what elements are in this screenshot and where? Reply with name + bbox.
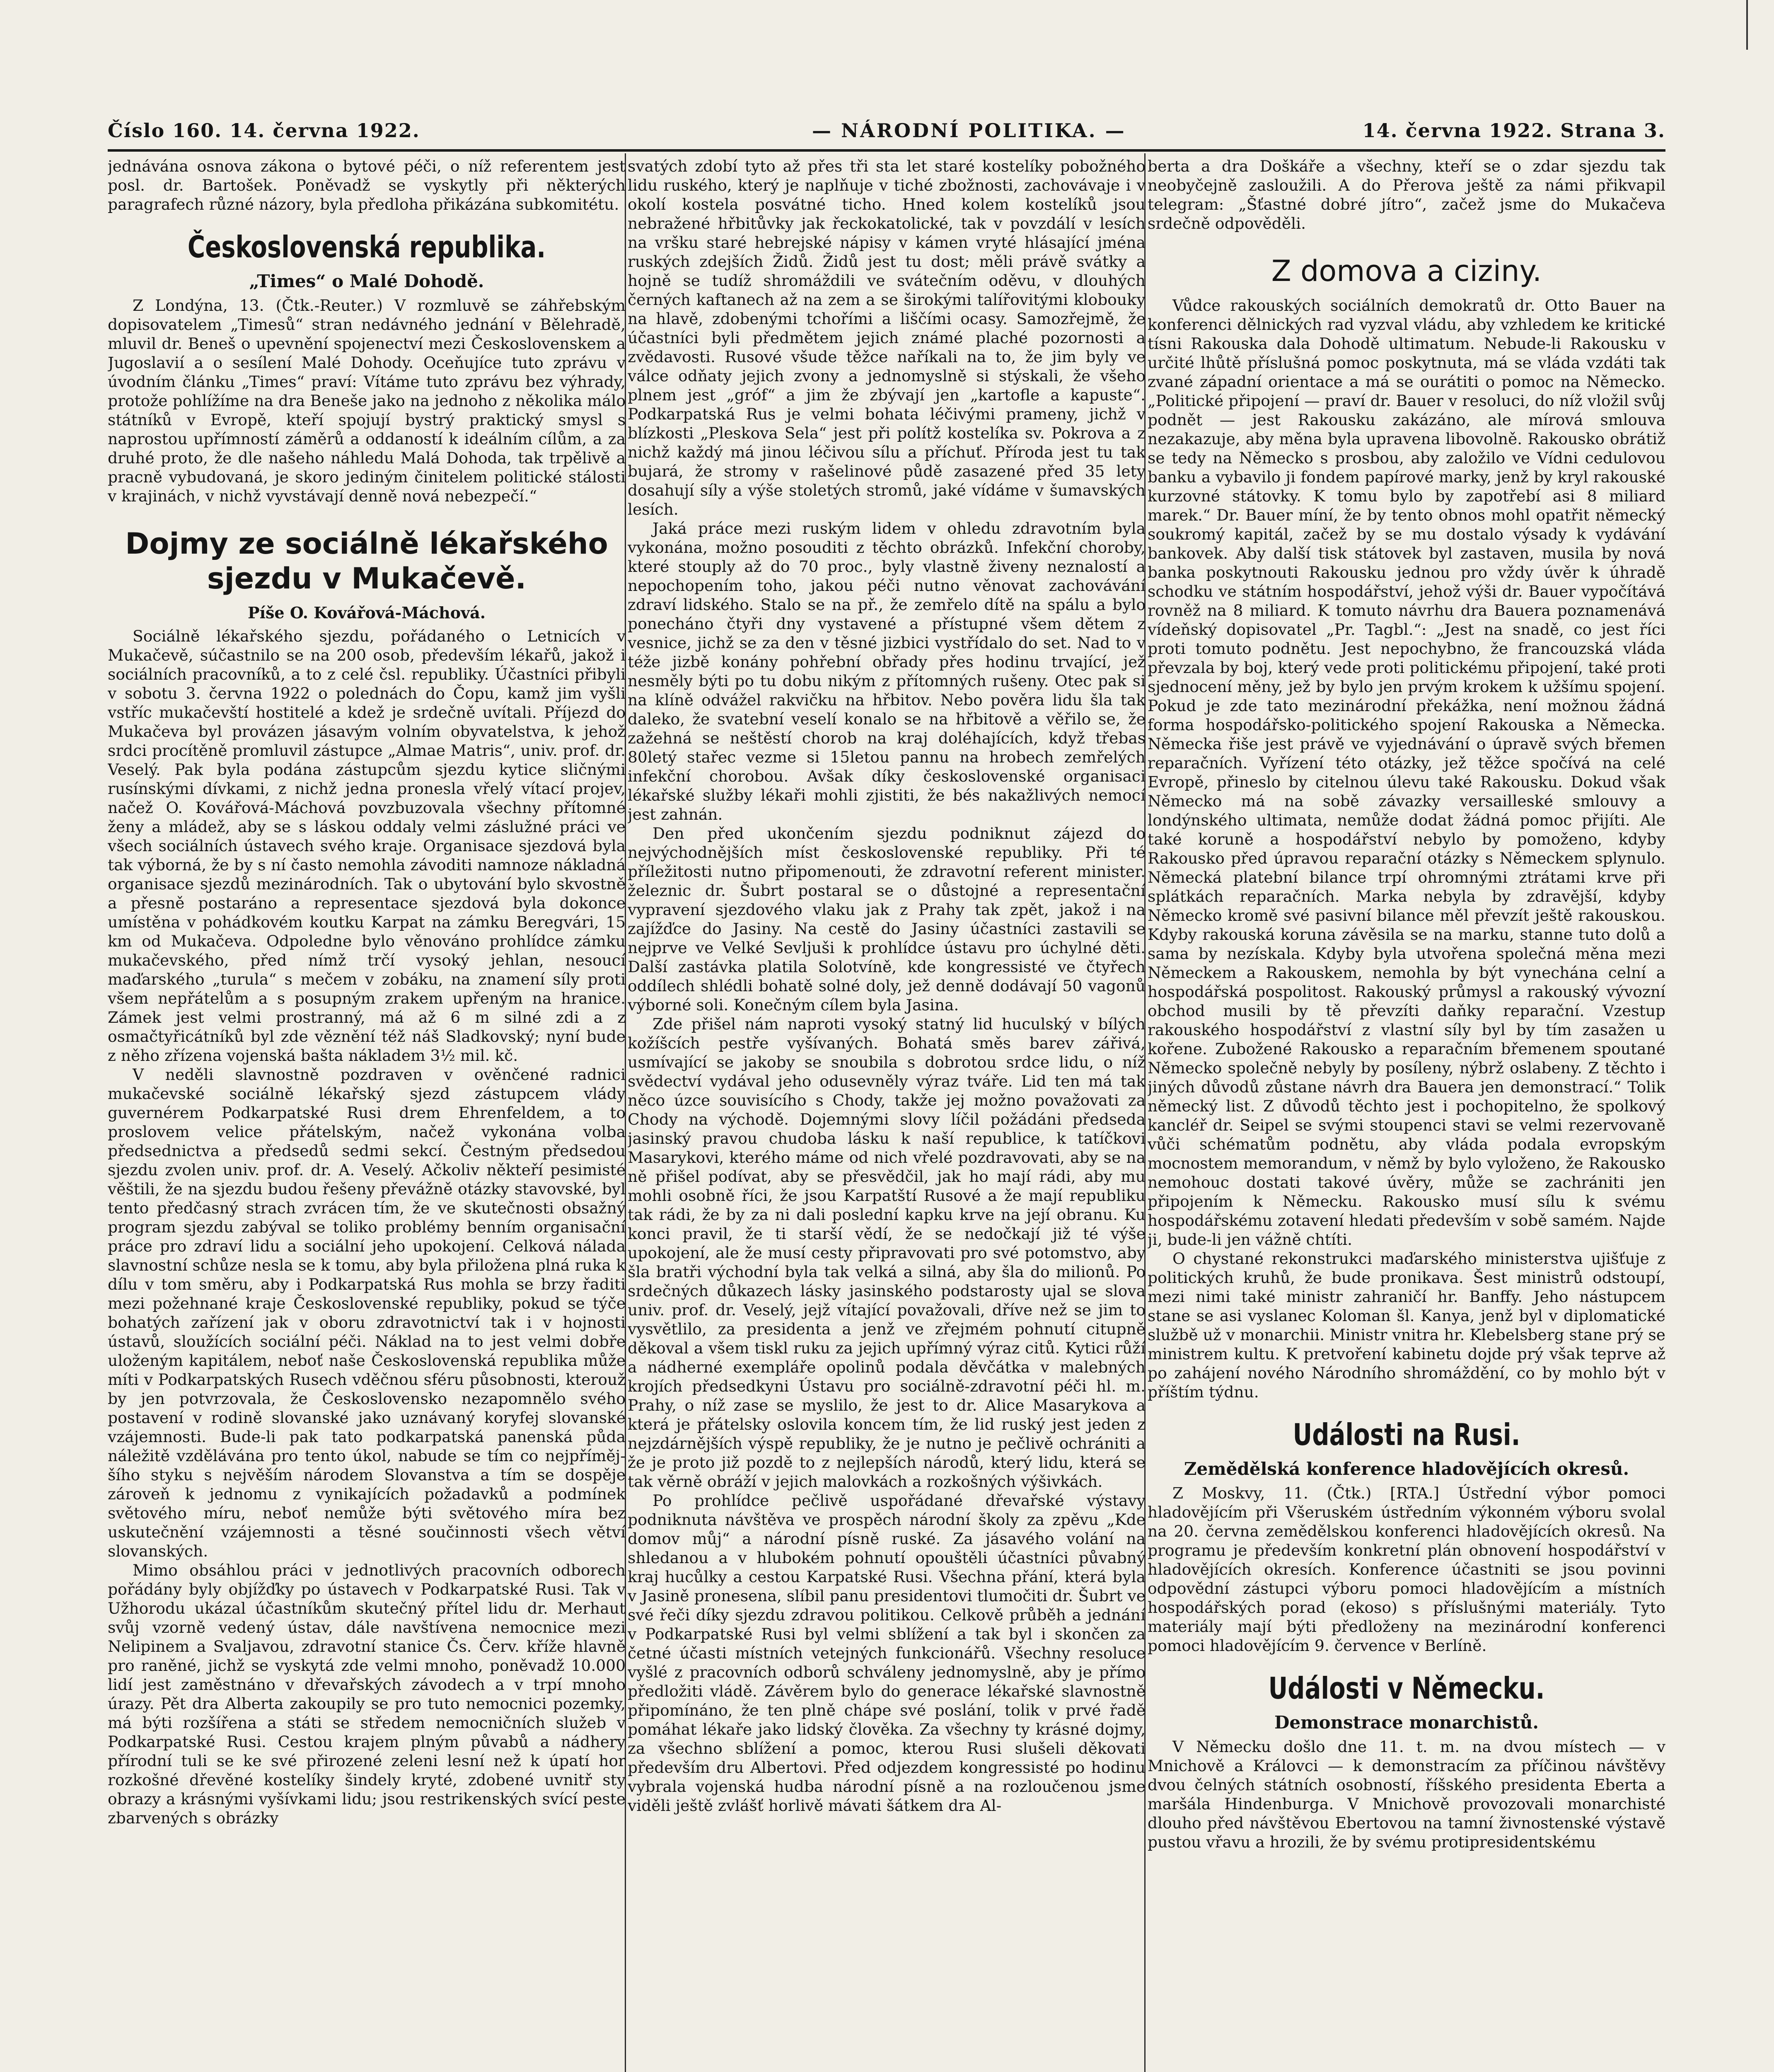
article-paragraph: Vůdce rakouských sociálních demokratů dr. Otto Bauer na konferenci dělnických rad vyzval vládu, aby vzhledem ke kritické tísni Rakouska dala Dohodě ultimatum. Nebude-li Rakousku v určité lhůtě příslušná pomoc poskytnuta, má se vláda vzdáti tak zvané západní orientace a má se ourátiti o pomoc na Německo. „Politické připojení — praví dr. Bauer v resoluci, do níž vložil svůj podnět — jest Rakousku zakázáno, ale mírová smlouva nezakazuje, aby měna byla upravena libovolně. Rakousko obrátiž se tedy na Německo s prosbou, aby založilo ve Vídni cedulovou banku a vybavilo ji fondem papírové marky, jenž by kryl rakouské kurzovné státovky. K tomu bylo by zapotřebí asi 8 miliard marek.“ Dr. Bauer míní, že by tento obnos mohl opatřit německý soukromý kapitál, začež by se mu dostalo výsady k vydávání bankovek. Aby další tisk státovek byl zastaven, musila by nová banka poskytnouti Rakousku jednou pro vždy úvěr k úhradě schodku ve státním hospodářství, jehož výši dr. Bauer vypočítává rovněž na 8 miliard. K tomuto návrhu dra Bauera poznamenává vídeňský dopisovatel „Pr. Tagbl.“: „Jest na snadě, co jest říci proti tomuto podnětu. Jest nepochybno, že francouzská vláda převzala by boj, který vede proti politickému připojení, také proti sjednocení měny, jež by bylo jen prvým krokem k užšímu spojení. Pokud je zde tato mezinárodní překážka, není možnou žádná forma hospodářsko-politického spojení Rakouska a Německa. Německa řiše jest právě ve vyjednávání o úpravě svých břemen reparačních. Vyřízení této otázky, jež těžce spočívá na celé Evropě, přineslo by citelnou úlevu také Rakousku. Dokud však Německo má na sobě závazky versailleské smlouvy a londýnského ultimata, nemůže dodat žádná pomoc přijíti. Ale také koruně a hospodářství nebylo by pomoženo, kdyby Rakousko před úpravou reparační otázky s Německem splynulo. Německá platební bilance trpí ohromnými ztrátami krve při splátkách reparačních. Marka nebyla by zdravější, kdyby Německo kromě své pasivní bilance měl převzít ještě rakouskou. Kdyby rakouská koruna závěsila se na marku, stanne tuto dolů a sama by nezískala. Kdyby byla utvořena společná měna mezi Německem a Rakouskem, nemohla by být vynechána celní a hospodářská pospolitost. Rakouský průmysl a rakouský vývozní obchod musili by tě převzíti daňky reparační. Vzestup rakouského hospodářství z vlastní síly byl by tím zasažen u kořene. Zubožené Rakousko a reparačním břemenem spoutané Německo společně nebyly by posíleny, nýbrž oslabeny. Z těchto i jiných důvodů zůstane návrh dra Bauera jen demonstrací.“ Tolik německý list. Z důvodů těchto jest i pochopitelno, že spolkový kancléř dr. Seipel se svými stoupenci stavi se velmi rezervovaně vůči schématům podnětu, aby vláda podala evropským mocnostem memorandum, v němž by bylo vyloženo, že Rakousko nemohouc dostati takové úvěry, může se zachrániti jen připojením k Německu. Rakousko musí sílu k svému hospodářskému zotavení hledati především v sobě samém. Najde ji, bude-li jen vážně chtíti. <box>1148 296 1665 1249</box>
header-rule <box>108 149 1665 152</box>
article-subheading: Zemědělská konference hladovějících okresů. <box>1184 1459 1629 1479</box>
header-masthead: — NÁRODNÍ POLITIKA. — <box>812 119 1126 142</box>
section-heading: Z domova a ciziny. <box>1271 254 1542 288</box>
intro-paragraph: jednávána osnova zákona o bytové péči, o níž referentem jest posl. dr. Bartošek. Poněvadž se vyskytly při některých paragrafech různé názory, byla předloha přikázána subkomitétu. <box>108 157 626 213</box>
article-paragraph: berta a dra Doškáře a všechny, kteří se o zdar sjezdu tak neobyčejně zasloužili. A do Přerova ještě za námi přikvapil telegram: „Šťastné dobré jítro“, začež jsme do Mukačeva srdečně odpověděli. <box>1148 157 1665 232</box>
article-subheading: Demonstrace monarchistů. <box>1274 1712 1539 1733</box>
column-1 <box>108 157 626 2072</box>
article-byline: Píše O. Kovářová-Máchová. <box>248 603 486 622</box>
article-paragraph: Zde přišel nám naproti vysoký statný lid huculský v bílých kožíšcích pestře vyšívaných. Bohatá směs barev zářivá, usmívající se jakoby se snoubila s dobrotou srdce lidu, o níž svědectví vydával jeho odusevněly výraz tváře. Lid ten má tak něco úzce souvisícího s Chody, takže jej možno považovati za Chody na východě. Dojemnými slovy líčil požádáni předseda jasinský pravou chudoba lásku k naší republice, k tatíčkovi Masarykovi, kterého máme od nich vřelé pozdravovati, aby se na ně přišel podívat, aby se přesvědčil, jak ho mají rádi, aby mu mohli osobně říci, že jsou Karpatští Rusové a že mají republiku tak rádi, že by za ni dali poslední kapku krve na její obranu. Ku konci pravil, že ti starší vědí, že se nedočkají již té výše upokojení, ale že musí cesty připravovati pro své potomstvo, aby šla bratři východní byla tak velká a silná, aby šla do milionů. Po srdečných důkazech lásky jasinského podstarosty ujal se slova univ. prof. dr. Veselý, jejž vítající považovali, dříve než se jim to vysvětlilo, za presidenta a jenž ve zřejmém pohnutí citupně děkoval a všem tiskl ruku za jejich upřímný výraz citů. Kytici růží a nádherné exempláře opolinů podala děvčátka v malebných krojích předsedkyni Ústavu pro sociálně-zdravotní péči hl. m. Prahy, o níž zase se myslilo, že jest to dr. Alice Masarykova a která je přátelsky oslovila koncem tím, že lid ruský jest jeden z nejzdárnějších výspě republiky, že je nutno je pečlivě ochrániti a že je proto již pozdě to z nejlepších národů, který lidu, která se tak věrně obráží v jejich malovkách a rozkošných výšivkách. <box>628 1015 1146 1491</box>
article-paragraph: Z Moskvy, 11. (Čtk.) [RTA.] Ústřední výbor pomoci hladovějícím při Všeruském ústředním výkonném výboru svolal na 20. června zemědělskou konferenci hladovějících okresů. Na programu je především konkretní plán obnovení hospodářství v hladovějících okresích. Konference účastniti se jsou povinni odpovědní zástupci výboru pomoci hladovějícím a místních hospodářských porad (ekoso) s příslušnými materiály. Tyto materiály mají býti předloženy na mezinárodní konferenci pomoci hladovějícím 9. července v Berlíně. <box>1148 1484 1665 1655</box>
article-paragraph: Z Londýna, 13. (Čtk.-Reuter.) V rozmluvě se záhřebským dopisovatelem „Timesů“ stran nedávného jednání v Bělehradě, mluvil dr. Beneš o upevnění spojenectví mezi Československem a Jugoslavií a o sesílení Malé Dohody. Oceňujíce tuto zprávu v úvodním článku „Times“ praví: Vítáme tuto zprávu bez výhrady, protože pohlížíme na dra Beneše jako na jednoho z několika málo státníků v Evropě, kteří spojují bystrý praktický smysl s naprostou upřímností záměrů a oddaností k ideálním cílům, a za druhé proto, že dle našeho náhledu Malá Dohoda, tak trpělivě a pracně vybudovaná, je skoro jediným činitelem politické stálosti v krajinách, v nichž vyvstávají denně nová nebezpečí.“ <box>108 296 626 505</box>
column-3 <box>1148 157 1665 2072</box>
article-subheading: „Times“ o Malé Dohodě. <box>249 271 484 291</box>
header-issue: Číslo 160. 14. června 1922. <box>108 119 420 142</box>
article-paragraph: Sociálně lékařského sjezdu, pořádaného o Letnicích v Mukačevě, súčastnilo se na 200 osob, především lékařů, jakož i sociálních pracovníků, a to z celé čsl. republiky. Účastníci přibyli v sobotu 3. června 1922 o polednách do Čopu, kamž jim vyšli vstříc mukačevští hostitelé a kdež je srdečně uvítali. Příjezd do Mukačeva byl provázen jásavým volním obyvatelstva, k jehož srdci procítěně promluvil zástupce „Almae Matris“, univ. prof. dr. Veselý. Pak byla podána zástupcům sjezdu kytice sličnými rusínskými dívkami, z nichž jedna pronesla vřelý vítací projev, načež O. Kovářová-Máchová povzbuzovala všechny přítomné ženy a mládež, aby se s láskou oddaly velmi záslužné práci ve všech sociálních ústavech svého kraje. Organisace sjezdová byla tak výborná, že by s ní často nemohla závoditi namnoze nákladná organisace sjezdů mezinárodních. Tak o ubytování bylo skvostně a přesně postaráno a representace sjezdová byla dokonce umístěna v pohádkovém koutku Karpat na zámku Beregvári, 15 km od Mukačeva. Odpoledne bylo věnováno prohlídce zámku mukačevského, před nímž trčí vysoký jehlan, nesoucí maďarského „turula“ s mečem v zobáku, na znamení síly proti všem nepřátelům a s posupným zrakem upřeným na hranice. Zámek jest velmi prostranný, má až 6 m silné zdi a z osmačtyřicátníků byl zde věznění též náš Sladkovský; nyní bude z něho zřízena vojenská bašta nákladem 3½ mil. kč. <box>108 627 626 1065</box>
section-heading: Události na Rusi. <box>1293 1417 1520 1452</box>
column-2 <box>628 157 1146 2072</box>
section-heading: Československá republika. <box>187 230 546 264</box>
article-paragraph: svatých zdobí tyto až přes tři sta let staré kostelíky pobožného lidu ruského, který je naplňuje v tiché zbožnosti, zachovávaje i v okolí kostela posvátné ticho. Hned kolem kostelíků jsou nebražené hřbitůvky jak řeckokatolické, tak v povzdálí v lesích na vršku staré hebrejské nápisy v kámen vryté hlásající jména ruských zdejších Židů. Židů jest tu dost; měli právě svátky a hojně se tudíž shromáždili ve svátečním oděvu, v dlouhých černých kaftanech až na zem a se širokými talířovitými kloboukу na hlavě, zdobenými tchořími a liščími ocasy. Samozřejmě, že účastníci byli předmětem jejich známé plaché pozornosti a zvědavosti. Rusové všude těžce naříkali na to, že jim byly ve válce odňaty jejich zvony a jednomyslně si stýskali, že všeho plnem jest „gróf“ a jim že zbývají jen „kartofle a kapuste“. Podkarpatská Rus je velmi bohata léčivými prameny, jichž v blízkosti „Pleskova Sela“ jest při polítž kostelíka sv. Pokrova a z nichž každý má jinou léčivou sílu a příchuť. Příroda jest tu tak bujará, že stromy v rašelinové půdě zasazené před 35 lety dosahují síly a výše stoletých stromů, jaké vídáme v šumavských lesích. <box>628 157 1146 518</box>
article-paragraph: Jaká práce mezi ruským lidem v ohledu zdravotním byla vykonána, možno posouditi z těchto obrázků. Infekční choroby, které stouply až do 70 proc., byly vlastně živeny neznalostí a nepochopením toho, jakou péči nutno věnovat zachovávání zdraví lidského. Stalo se na př., že zemřelo dítě na spálu a bylo ponecháno čtyři dny vystavené a přístupné všem dětem z vesnice, jichž se za den v těsné jizbici vystřídalo do set. Nad to v téže jizbě konány pohřební obřady přes hodinu trvající, jež nesměly býti po tu dobu nikým z přítomných rušeny. Otec pak si na klíně odvážel rakvičku na hřbitov. Nebo pověra lidu šla tak daleko, že svatební veselí konalo se na hřbitově a věřilo se, že zažehná se neštěstí chorob na kraj doléhajících, když třebas 80letý stařec vezme si 15letou pannu na hrobech zemřelých infekční chorobou. Avšak díky československé organisaci lékařské služby lékaři mohli zjistiti, že bés nakažlivých nemocí jest zahnán. <box>628 519 1146 823</box>
article-paragraph: V neděli slavnostně pozdraven v ověnčené radnici mukačevské sociálně lékařský sjezd zástupcem vlády guvernérem Podkarpatské Rusi drem Ehrenfeldem, a to proslovem velice přátelským, načež vykonána volba předsednictva a předsedů sedmi sekcí. Čestným předsedou sjezdu zvolen univ. prof. dr. A. Veselý. Ačkoliv někteří pesimisté věštili, že na sjezdu budou řešeny převážně otázky stavovské, byl tento předčasný strach zvrácen tím, že ve skutečnosti obsažný program sjezdu zabýval se toliko problémy benním organisační práce pro zdraví lidu a sociální jeho upokojení. Celková nálada slavnostní schůze nesla se k tomu, aby byla přiložena plná ruka k dílu v tom směru, aby i Podkarpatská Rus mohla se brzy řaditi mezi požehnané kraje Československé republiky, pokud se týče bohatých zařízení jak v oboru zdravotnictví tak i v hojnosti ústavů, sloužících sociální péči. Náklad na to jest velmi dobře uloženým kapitálem, neboť naše Československá republika může míti v Podkarpatských Rusech vděčnou sféru působnosti, kterouž by jen potvrzovala, že Československo nezapomnělo svého postavení v rodině slovanské jako uznávaný koryfej slovanské vzájemnosti. Bude-li pak tato podkarpatská panenská půda náležitě vzdělávána pro tento úkol, nabude se tím co nejpřímějšího styku s nejvěším národem Slovanstva a tím se dospěje zároveň k jednomu z vynikajících požadavků a podmínek světového míru, neboť nemůže býti světového míra bez uskutečnění vzájemnosti a těsné součinnosti všech větví slovanských. <box>108 1065 626 1560</box>
page-header <box>108 119 1665 148</box>
article-paragraph: Den před ukončením sjezdu podniknut zájezd do nejvýchodnějších míst československé republiky. Při té příležitosti nutno připomenouti, že zdravotní referent minister. železnic dr. Šubrt postaral se o důstojné a representační vypravení sjezdového vlaku jak z Prahy tak zpět, jakož i na zajížďce do Jasiny. Na cestě do Jasiny účastníci zastavili se nejprve ve Velké Sevljuši k prohlídce ústavu pro úchylné děti. Další zastávka platila Solotvíně, kde kongressisté ve čtyřech oddílech shlédli bohatě solné doly, jež denně dodávají 50 vagonů výborné soli. Konečným cílem byla Jasina. <box>628 824 1146 1014</box>
article-heading: Dojmy ze sociálně lékařského sjezdu v Mukačevě. <box>125 527 608 595</box>
scan-mark <box>1746 0 1748 50</box>
article-paragraph: Po prohlídce pečlivě uspořádané dřevařské výstavy podniknuta návštěva ve prospěch národní školy za zpěvu „Kde domov můj“ a národní písně ruské. Za jásavého volání na shledanou a v hlubokém pohnutí opouštěli účastníci půvabný kraj hucůlky a cestou Karpatské Rusi. Všechna přání, která byla v Jasině pronesena, slíbil panu presidentovi tlumočiti dr. Šubrt ve své řeči díky sjezdu zdravou politikou. Celkově průběh a jednání v Podkarpatské Rusi byl velmi sblížení a tak byl i skončen za četné účasti místních vetejných funkcionářů. Všechny resoluce vyšlé z pracovních odborů schváleny jednomyslně, aby je přímo předložiti vládě. Závěrem bylo do generace lékařské slavnostně připomínáno, že ten plně chápe své poslání, tolik v prvé řadě pomáhat lékaře jako lidský člověka. Za všechny ty krásné dojmy, za všechno sblížení a pomoc, kterou Rusi slušeli děkovati především dru Albertovi. Před odjezdem kongressisté po hodinu vybrala vojenská hudba národní písně a na rozloučenou jsme viděli ještě zvlášť horlivě mávati šátkem dra Al- <box>628 1491 1146 1815</box>
article-paragraph: O chystané rekonstrukci maďarského ministerstva ujišťuje z politických kruhů, že bude pronikava. Šest ministrů odstoupí, mezi nimi také ministr zahraničí hr. Banffy. Jeho nástupcem stane se asi vyslanec Koloman šl. Kanya, jenž byl v diplomatické službě už v monarchii. Ministr vnitra hr. Klebelsberg stane prý se ministrem kultu. K pretvoření kabinetu dojde prý však teprve až po zahájení nového Národního shromáždění, co by mohlo být v příštím týdnu. <box>1148 1249 1665 1401</box>
article-paragraph: Mimo obsáhlou práci v jednotlivých pracovních odborech pořádány byly objížďky po ústavech v Podkarpatské Rusi. Tak v Užhorodu ukázal účastníkům skutečný přítel lidu dr. Merhaut svůj vzorně vedený ústav, dále navštívena nemocnice mezi Nelipinem a Svaljavou, zdravotní stanice Čs. Červ. kříže hlavně pro raněné, jichž se vyskytá zde velmi mnoho, poněvadž 10.000 lidí jest zaměstnáno v dřevařských závodech a v trpí mnoho úrazy. Pět dra Alberta zakoupily se pro tuto nemocnici pozemky, má býti rozšířena a státi se středem nemocničních služeb v Podkarpatské Rusi. Cestou krajem plným půvabů a nádhery přírodní tuli se ke své přirozené zeleni lesní než k úpatí hor rozkošné dřevěné kostelíky šindely kryté, zdobené uvnitř sty obrazy a krásnými vyšívkami lidu; jsou restrikenských svící peste zbarvených s obrázky <box>108 1561 626 1827</box>
section-heading: Události v Německu. <box>1268 1671 1545 1706</box>
header-date-page: 14. června 1922. Strana 3. <box>1362 119 1665 142</box>
article-paragraph: V Německu došlo dne 11. t. m. na dvou místech — v Mnichově a Královci — k demonstracím za příčinou návštěvy dvou čelných státních osobností, říšského presidenta Eberta a maršála Hindenburga. V Mnichově provozovali monarchisté dlouho před návštěvou Ebertovou na tamní živnostenské výstavě pustou vřavu a hrozili, že by svému protipresidentskému <box>1148 1738 1665 1851</box>
